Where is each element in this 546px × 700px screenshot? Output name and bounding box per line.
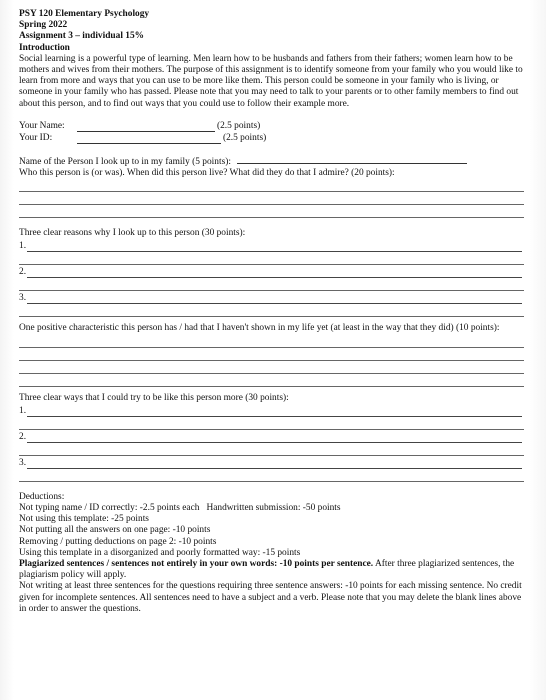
answer-line[interactable]: [19, 361, 524, 374]
term: Spring 2022: [19, 20, 68, 31]
q4-number-1: 1.: [19, 405, 27, 416]
deductions-heading: Deductions:: [19, 491, 65, 502]
answer-line[interactable]: [19, 278, 524, 291]
name-label: Your Name:: [19, 120, 65, 131]
deduction-disorganized: Using this template in a disorganized and poorly formatted way: -15 points: [19, 547, 301, 558]
name-points: (2.5 points): [217, 120, 261, 131]
answer-line[interactable]: [19, 252, 524, 265]
q2-question: Three clear reasons why I look up to this person (30 points):: [19, 228, 246, 239]
deduction-template: Not using this template: -25 points: [19, 514, 149, 525]
deduction-removing: Removing / putting deductions on page 2: -10 points: [19, 536, 217, 547]
q2-number-1: 1.: [19, 241, 27, 252]
answer-line[interactable]: [19, 335, 524, 348]
person-name-row: [19, 154, 524, 168]
assignment-title: Assignment 3 – individual 15%: [19, 31, 145, 42]
answer-line[interactable]: [19, 192, 524, 205]
deduction-typing: Not typing name / ID correctly: -2.5 points each: [19, 503, 200, 514]
id-points: (2.5 points): [223, 132, 267, 143]
q2-answer-2[interactable]: [19, 265, 524, 278]
id-field-row: [19, 132, 524, 144]
q4-question: Three clear ways that I could try to be like this person more (30 points):: [19, 392, 289, 403]
q2-number-3: 3.: [19, 293, 27, 304]
answer-line[interactable]: [19, 417, 524, 430]
deduction-plagiarism-rest: After three plagiarized sentences, the plagiarism policy will apply.: [19, 559, 515, 581]
answer-line[interactable]: [19, 179, 524, 192]
q4-number-3: 3.: [19, 457, 27, 468]
document-content: [19, 9, 524, 615]
name-input-line[interactable]: [77, 121, 215, 132]
course-title: PSY 120 Elementary Psychology: [19, 9, 150, 19]
person-name-input-line[interactable]: [237, 154, 467, 164]
intro-heading: Introduction: [19, 42, 70, 53]
answer-line[interactable]: [19, 469, 524, 482]
q3-question: One positive characteristic this person has / had that I haven't shown in my life yet (at least in the way that they did) (10 points):: [19, 323, 500, 334]
q4-answer-1[interactable]: [19, 404, 524, 417]
deduction-typing-row: [19, 503, 524, 514]
q4-answer-3[interactable]: [19, 456, 524, 469]
q2-number-2: 2.: [19, 267, 27, 278]
answer-line[interactable]: [19, 205, 524, 218]
person-name-label: Name of the Person I look up to in my family (5 points):: [19, 156, 231, 167]
deduction-handwritten: Handwritten submission: -50 points: [206, 503, 341, 514]
answer-line[interactable]: [19, 304, 524, 317]
q4-number-2: 2.: [19, 431, 27, 442]
deduction-three-sentences: Not writing at least three sentences for the questions requiring three sentence answers: -10 points for each missing sentence. No credit given for incomplete sentences. All sentences need to have a subject and a verb. Please note that you may delete the blank lines above in order to answer the questions.: [19, 581, 522, 614]
deduction-plagiarism-bold: Plagiarized sentences / sentences not entirely in your own words: -10 points per sentence.: [19, 559, 374, 570]
answer-line[interactable]: [19, 348, 524, 361]
deduction-one-page: Not putting all the answers on one page: -10 points: [19, 525, 211, 536]
q2-answer-3[interactable]: [19, 291, 524, 304]
id-label: Your ID:: [19, 132, 53, 143]
intro-paragraph: Social learning is a powerful type of learning. Men learn how to be husbands and fathers from their fathers; women learn how to be mothers and wives from their mothers. The purpose of this assignment is to identify someone from your family who you would like to learn from more and ways that you can use to be more like them. This person could be someone in your family who is living, or someone in your family who has passed. Please note that you may need to talk to your parents or to other family members to find out about this person, and to find out ways that you could use to follow their example more.: [19, 53, 523, 109]
answer-line[interactable]: [19, 374, 524, 387]
q4-answer-2[interactable]: [19, 430, 524, 443]
q1-question: Who this person is (or was). When did this person live? What did they do that I admire? (20 points):: [19, 168, 395, 179]
name-field-row: [19, 120, 524, 132]
q2-answer-1[interactable]: [19, 239, 524, 252]
id-input-line[interactable]: [77, 133, 221, 144]
deduction-plagiarism: [19, 559, 524, 581]
answer-line[interactable]: [19, 443, 524, 456]
